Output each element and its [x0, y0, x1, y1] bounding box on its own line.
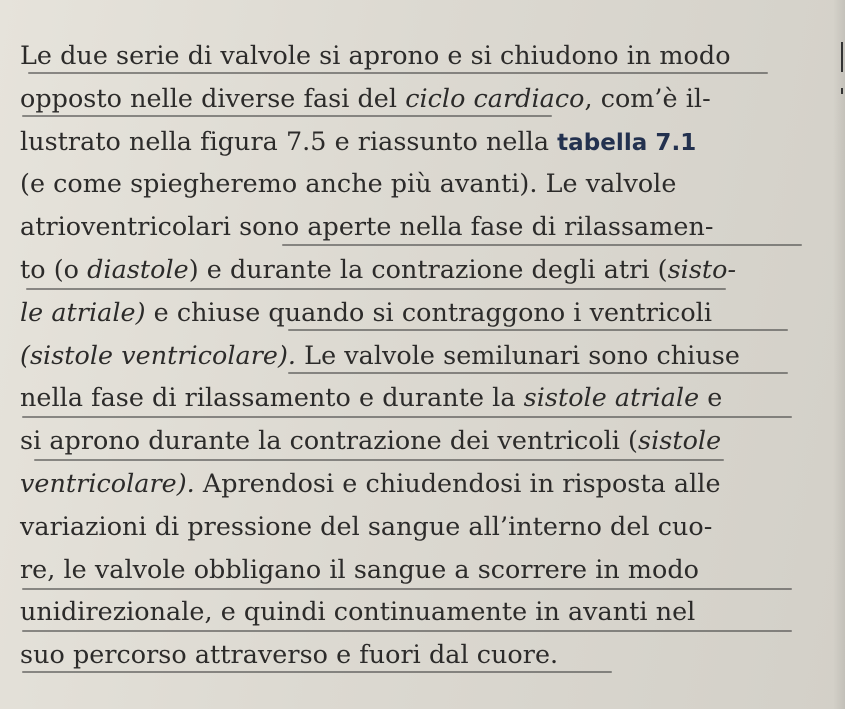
paragraph	[20, 34, 790, 676]
italic-term: diastole	[87, 253, 189, 284]
table-reference: tabella 7.1	[557, 129, 697, 156]
text-line-12	[20, 505, 790, 548]
text-line-5	[20, 205, 790, 248]
text-run: suo percorso attraverso e fuori dal cuore.	[20, 639, 559, 670]
text-run: ) e durante la contrazione degli atri (	[188, 253, 668, 284]
text-run: unidirezionale, e quindi continuamente in avanti nel	[20, 596, 696, 627]
pen-underline	[28, 72, 768, 74]
text-run: si aprono durante la contrazione dei ventricoli (	[20, 425, 639, 456]
page-edge-mark	[841, 88, 843, 94]
text-line-8	[20, 334, 790, 377]
text-run: e chiuse quando si contraggono i ventricoli	[145, 296, 712, 327]
pen-underline	[282, 244, 802, 246]
text-line-7	[20, 291, 790, 334]
pen-underline	[22, 115, 552, 117]
italic-term: le atriale)	[20, 296, 146, 327]
italic-term: sistole	[638, 425, 722, 456]
pen-underline	[22, 630, 792, 632]
italic-term: sistole atriale	[523, 382, 700, 413]
text-run: Aprendosi e chiudendosi in risposta alle	[194, 467, 721, 498]
text-line-13	[20, 548, 790, 591]
text-line-1	[20, 34, 790, 77]
italic-term: sisto-	[667, 253, 737, 284]
text-run: e	[699, 382, 723, 413]
text-run: Le valvole semilunari sono chiuse	[296, 339, 740, 370]
text-run: to (o	[20, 253, 88, 284]
italic-term: ventricolare).	[20, 467, 195, 498]
page-edge-mark	[841, 42, 843, 72]
page-edge-shadow	[833, 0, 845, 709]
text-line-3	[20, 120, 790, 163]
italic-term: (sistole ventricolare).	[20, 339, 297, 370]
text-run: atrioventricolari sono aperte nella fase di rilassamen-	[20, 211, 714, 242]
pen-underline	[22, 588, 792, 590]
text-line-9	[20, 376, 790, 419]
text-line-2	[20, 77, 790, 120]
pen-underline	[288, 372, 788, 374]
pen-underline	[22, 416, 792, 418]
text-line-4	[20, 162, 790, 205]
text-run: re, le valvole obbligano il sangue a scorrere in modo	[20, 553, 700, 584]
pen-underline	[22, 671, 612, 673]
pen-underline	[26, 288, 726, 290]
italic-term: ciclo cardiaco	[405, 82, 585, 113]
text-run: lustrato nella figura 7.5 e riassunto nella	[20, 125, 558, 156]
pen-underline	[288, 329, 788, 331]
text-run: (e come spiegheremo anche più avanti). Le valvole	[20, 168, 677, 199]
text-line-15	[20, 633, 790, 676]
text-line-6	[20, 248, 790, 291]
text-run: variazioni di pressione del sangue all’interno del cuo-	[20, 510, 713, 541]
text-line-10	[20, 419, 790, 462]
text-line-14	[20, 590, 790, 633]
pen-underline	[34, 459, 724, 461]
text-line-11	[20, 462, 790, 505]
text-run: nella fase di rilassamento e durante la	[20, 382, 524, 413]
text-run: opposto nelle diverse fasi del	[20, 82, 406, 113]
text-run: Le due serie di valvole si aprono e si chiudono in modo	[20, 40, 731, 70]
text-run: , com’è il-	[584, 82, 711, 113]
